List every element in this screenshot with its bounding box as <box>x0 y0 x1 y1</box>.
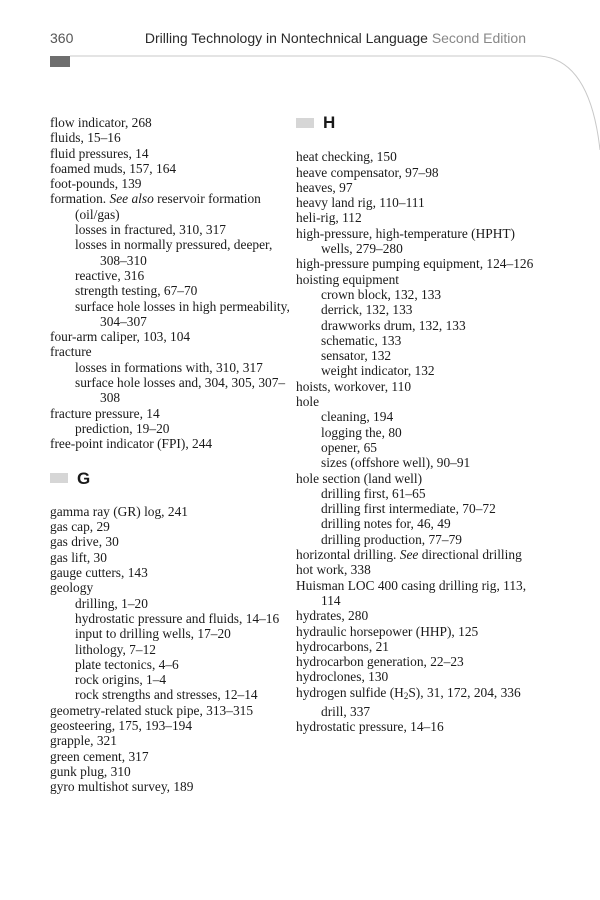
index-entry: gas cap, 29 <box>50 519 110 535</box>
index-subentry: strength testing, 67–70 <box>75 283 198 299</box>
index-subentry: lithology, 7–12 <box>75 641 156 657</box>
index-subentry: losses in fractured, 310, 317 <box>75 222 226 238</box>
index-entry: heavy land rig, 110–111 <box>296 195 425 211</box>
index-subentry: sizes (offshore well), 90–91 <box>321 455 471 471</box>
entry-text: directional drilling <box>421 547 522 563</box>
index-entry: heave compensator, 97–98 <box>296 164 439 180</box>
section-bar <box>50 473 68 483</box>
index-subentry: drilling first, 61–65 <box>321 485 426 501</box>
index-subentry: reactive, 316 <box>75 267 145 283</box>
section-heading-h <box>296 115 536 130</box>
index-entry: heaves, 97 <box>296 179 353 195</box>
index-subentry: schematic, 133 <box>321 332 402 348</box>
index-subentry: opener, 65 <box>321 439 377 455</box>
edition-label: Second Edition <box>431 30 526 46</box>
index-entry: green cement, 317 <box>50 748 149 764</box>
index-subentry: drawworks drum, 132, 133 <box>321 317 466 333</box>
index-entry: Huisman LOC 400 casing drilling rig, 113, 114 <box>296 577 527 608</box>
index-entry: gas lift, 30 <box>50 549 107 565</box>
index-entry: fluid pressures, 14 <box>50 145 149 161</box>
index-entry: hydrates, 280 <box>296 608 369 624</box>
index-subentry: rock strengths and stresses, 12–14 <box>75 687 258 703</box>
index-entry: heat checking, 150 <box>296 149 397 165</box>
index-subentry: input to drilling wells, 17–20 <box>75 626 231 642</box>
index-column-right <box>296 115 536 735</box>
index-entry: gauge cutters, 143 <box>50 565 148 581</box>
index-entry: gamma ray (GR) log, 241 <box>50 503 188 519</box>
book-title: Drilling Technology in Nontechnical Language <box>144 30 428 46</box>
index-entry: high-pressure pumping equipment, 124–126 <box>296 256 534 272</box>
index-entry: fracture <box>50 344 92 360</box>
index-subentry: cleaning, 194 <box>321 409 394 425</box>
entry-text: reservoir formation (oil/gas) <box>75 191 261 222</box>
index-subentry: drilling, 1–20 <box>75 595 148 611</box>
index-entry: gyro multishot survey, 189 <box>50 779 194 795</box>
index-entry: gas drive, 30 <box>50 534 119 550</box>
index-entry: hydrostatic pressure, 14–16 <box>296 719 444 735</box>
index-subentry: rock origins, 1–4 <box>75 672 167 688</box>
entry-text: hydrogen sulfide (H <box>296 684 404 700</box>
section-bar <box>296 118 314 128</box>
index-subentry: losses in formations with, 310, 317 <box>75 359 263 375</box>
subscript: 2 <box>403 690 409 701</box>
index-entry <box>50 191 290 222</box>
index-entry <box>296 547 536 562</box>
index-subentry: sensator, 132 <box>321 348 392 364</box>
see-also-reference: See also <box>109 191 154 207</box>
index-entry: free-point indicator (FPI), 244 <box>50 436 213 452</box>
index-column-left <box>50 115 290 794</box>
index-subentry: drilling first intermediate, 70–72 <box>321 501 496 517</box>
index-entry <box>296 685 536 704</box>
section-letter: G <box>77 468 91 488</box>
index-entry: fluids, 15–16 <box>50 130 121 146</box>
index-entry: geometry-related stuck pipe, 313–315 <box>50 702 254 718</box>
index-entry: hydrocarbons, 21 <box>296 638 389 654</box>
index-subentry: logging the, 80 <box>321 424 402 440</box>
index-entry: geosteering, 175, 193–194 <box>50 717 193 733</box>
index-entry: four-arm caliper, 103, 104 <box>50 329 191 345</box>
page-number: 360 <box>50 30 74 46</box>
index-entry: geology <box>50 580 94 596</box>
index-entry: hot work, 338 <box>296 562 371 578</box>
index-entry: hydrocarbon generation, 22–23 <box>296 654 464 670</box>
index-entry: grapple, 321 <box>50 733 117 749</box>
index-entry: flow indicator, 268 <box>50 115 152 130</box>
see-reference: See <box>399 547 419 563</box>
index-entry: hoists, workover, 110 <box>296 378 412 394</box>
index-subentry: crown block, 132, 133 <box>321 286 442 302</box>
section-heading-g <box>50 468 290 488</box>
entry-text: horizontal drilling. <box>296 547 397 563</box>
index-entry: foot-pounds, 139 <box>50 176 142 192</box>
index-entry: heli-rig, 112 <box>296 210 362 226</box>
index-entry: gunk plug, 310 <box>50 763 131 779</box>
index-subentry: weight indicator, 132 <box>321 363 435 379</box>
index-entry: hole <box>296 394 320 410</box>
index-subentry: surface hole losses in high permeability, 304–307 <box>75 298 290 329</box>
index-subentry: plate tectonics, 4–6 <box>75 656 179 672</box>
index-subentry: surface hole losses and, 304, 305, 307–308 <box>75 375 286 406</box>
index-subentry: prediction, 19–20 <box>75 420 170 436</box>
index-entry: hydraulic horsepower (HHP), 125 <box>296 623 479 639</box>
index-entry: high-pressure, high-temperature (HPHT) wells, 279–280 <box>296 225 516 257</box>
index-subentry: losses in normally pressured, deeper, 308–310 <box>75 237 273 268</box>
index-subentry: hydrostatic pressure and fluids, 14–16 <box>75 610 280 626</box>
index-entry: fracture pressure, 14 <box>50 405 160 421</box>
index-subentry: derrick, 132, 133 <box>321 302 413 318</box>
index-subentry: drilling production, 77–79 <box>321 531 462 547</box>
index-entry: foamed muds, 157, 164 <box>50 160 177 176</box>
index-entry: hole section (land well) <box>296 470 423 486</box>
entry-text: S), 31, 172, 204, 336 <box>408 684 521 700</box>
index-entry: hoisting equipment <box>296 271 400 287</box>
index-entry: hydroclones, 130 <box>296 669 389 685</box>
entry-text: formation. <box>50 191 107 207</box>
index-subentry: drilling notes for, 46, 49 <box>321 516 451 532</box>
section-letter: H <box>323 113 336 132</box>
index-subentry: drill, 337 <box>321 703 371 719</box>
